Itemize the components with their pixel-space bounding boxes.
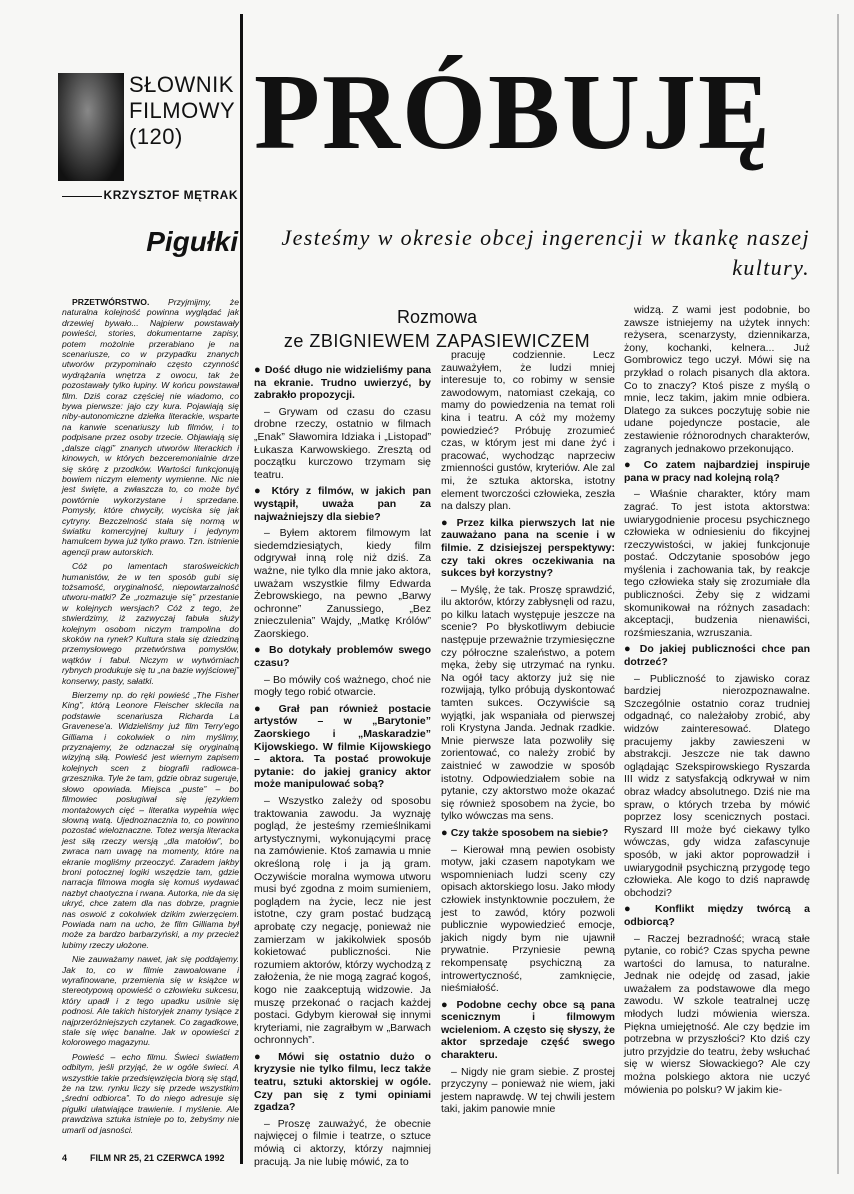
question: ● Grał pan również postacie artystów – w „Barytonie” Zaorskiego i „Maskaradzie” Kijowskiego. W filmie Kijowskiego – aktora. Ta postać prowokuje pytanie: do jakiej granicy aktor może manipulować sobą? [254, 703, 431, 791]
lead-word: PRZETWÓRSTWO. [72, 297, 150, 307]
answer: – Myślę, że tak. Proszę sprawdzić, ilu aktorów, którzy zabłysnęli od razu, po kilku latach występuje jeszcze na scenie? Po błyskotliwym debiucie następuje przeważnie trzymiesięczne czy półroczne szaleństwo, a potem męka, żeby się utrzymać na rynku. Na ogół tacy aktorzy już się nie rozwijają, tylko próbują dyskontować tamten sukces. Oczywiście są wyjątki, jak wspaniała od pierwszej roli Krystyna Janda. Jednak rzadkie. Mnie pierwsze lata pozwoliły się zorientować, co należy zrobić by zaistnieć w zawodzie w sposób istotny. Odpowiedziałem sobie na pytanie, czy aktorstwo może okazać się również sposobem na życie, bo tylko wówczas ma sens. [441, 583, 615, 823]
series-number: (120) [129, 124, 183, 149]
column-divider-line [240, 14, 243, 1164]
answer: pracuję codziennie. Lecz zauważyłem, że ludzi mniej interesuje to, co robimy w sensie zawodowym, natomiast czekają, co mamy do powiedzenia na temat roli kina i teatru. A cóż my możemy powiedzieć? Próbuję zrozumieć czas, w którym jest mi dane żyć i pracować, wychodząc naprzeciw zmienności gustów, kryteriów. Ale zal mi, że sztuka aktorska, istotny element tworczości człowieka, zeszła na dalszy plan. [441, 349, 615, 513]
issue-info: FILM NR 25, 21 CZERWCA 1992 [90, 1153, 225, 1163]
interview-heading [262, 305, 612, 353]
answer: – Proszę zauważyć, że obecnie najwięcej o filmie i teatrze, o sztuce mówią ci aktorzy, którzy najmniej pracują. Ja nie lubię mówić, za to [254, 1117, 431, 1168]
answer: – Grywam od czasu do czasu drobne rzeczy, ostatnio w filmach „Enak” Sławomira Idziaka i „Listopad” Łukasza Karwowskiego. Zresztą od początku kurczowo trzymam się teatru. [254, 405, 431, 481]
page-edge-line [837, 14, 839, 1174]
question: ● Co zatem najbardziej inspiruje pana w pracy nad kolejną rolą? [624, 459, 810, 484]
paragraph: Nie zauważamy nawet, jak się poddajemy. Jak to, co w filmie zawoalowane i wyrafinowane, przemienia się w książce w stereotypową opowieść o człowieku sukcesu, który upadł i z tego upadku usilnie się podnosi. Ale takich historyjek znamy tysiące z najprzeróżniejszych czytanek. Co zagadkowe, stale się więc banalne. Jak w opowieści z kolorowego magazynu. [62, 954, 239, 1048]
page-subtitle: Jesteśmy w okresie obcej ingerencji w tkankę naszej kultury. [281, 225, 810, 280]
answer: – Publiczność to zjawisko coraz bardziej nierozpoznawalne. Szczególnie ostatnio coraz trudniej odgadnąć, co należałoby zrobić, aby widzów zainteresować. Dlatego pracujemy jakby zawieszeni w abstrakcji. Jeszcze nie tak dawno oglądając Szekspirowskiego Ryszarda III widz z satysfakcją odkrywał w nim obraz władcy absolutnego. Dziś nie ma spraw, o których trzeba by mówić poprzez losy scenicznych postaci. Ryszard III może być ciekawy tylko wówczas, gdy widza zafascynuje sposób, w jaki aktor poprowadził i uwiarygodnił psychiczną przygodę tego człowieka. Ale kogo to dziś naprawdę obchodzi? [624, 672, 810, 899]
question: ● Konflikt między twórcą a odbiorcą? [624, 903, 810, 928]
page-footer [62, 1153, 362, 1163]
answer: – Byłem aktorem filmowym lat siedemdziesiątych, kiedy film odgrywał inną rolę niż dziś. Za ważne, nie tylko dla mnie jako aktora, uważam wszystkie filmy Edwarda Żebrowskiego, na pewno „Barwy ochronne” Zanussiego, „Bez znieczulenia” Wajdy, „Matkę Królów” Zaorskiego. [254, 527, 431, 640]
question: ● Bo dotykały problemów swego czasu? [254, 644, 431, 669]
column-text-4 [624, 304, 810, 1149]
answer: – Właśnie charakter, który mam zagrać. To jest istota aktorstwa: uwiarygodnienie procesu psychicznego człowieka w odniesieniu do fikcyjnej rzeczywistości, w jakiej funkcjonuje postać. Odczytanie sposobów jego myślenia i zachowania tak, by reakcje tego człowieka stały się zrozumiałe dla publiczności. Żeby się z widzami skomunikował na różnych zasadach: akceptacji, budzenia nienawiści, rozśmieszania, wzruszania. [624, 488, 810, 639]
column-text-2 [254, 364, 432, 1168]
column-article-title: Pigułki [146, 226, 238, 257]
page-number: 4 [62, 1153, 68, 1163]
answer: – Raczej bezradność; wracą stałe pytanie, co robić? Czas spycha pewne wartości do lamusa, to naturalne. Jednak nie odejdę od zasad, jakie uważałem za podstawowe dla mego zawodu. W szkole teatralnej uczę młodych ludzi mówienia wiersza. Piękna umiejętność. Ale czy będzie im potrzebna w przyszłości? Kto dziś czy jutro przyjdzie do teatru, żeby wsłuchać się w wiersz Słowackiego? Ale czy można polskiego aktora nie uczyć mówienia po polsku? W jakim kie- [624, 932, 810, 1096]
question: ● Podobne cechy obce są pana scenicznym i filmowym wcieleniom. A często się słyszy, że aktor sprzedaje część swego charakteru. [441, 999, 615, 1062]
paragraph: Przyjmijmy, że naturalna kolejność powinna wyglądać jak drzewiej bywało... Najpierw powstawały powieści, stories, dokumentarne zapisy, potem możolnie przerabiano je na scenariusze, co w przypadku znanych utworów przypominało często czynność wydrążania wnętrza z owocu, tak że pozostawały tylko łupiny. W końcu powstawał film. Dziś coraz częściej nie wiadomo, co bywa pierwsze: jajo czy kura. Pojawiają się niby-autonomiczne dziełka literackie, wsparte na kanwie scenariuszy lub filmów, i to podpisane przez osoby trzecie. Objawiają się „dalsze ciągi” znanych utworów literackich i kinowych, w których bezceremonialnie drze się skórę z przodków. Wartości funkcjonują bowiem niczym elementy wymienne. Nic nie jest święte, a zwłaszcza to, co może być powtórnie wykorzystane i sprzedane. Pomysły, które chwyciły, wyciska się jak cytryny. Bezczelność stała się normą w światku komercyjnej kultury i jedynym hamulcem bywa już tylko prawo. Tzn. istnienie agencji praw autorskich. [62, 297, 240, 557]
interview-line-1: Rozmowa [396, 307, 478, 327]
question: ● Dość długo nie widzieliśmy pana na ekranie. Trudno uwierzyć, by zabrakło propozycji. [254, 364, 431, 402]
question: ● Czy także sposobem na siebie? [441, 827, 615, 840]
column-text-1 [62, 297, 239, 1147]
question: ● Który z filmów, w jakich pan wystąpił, uważa pan za najważniejszy dla siebie? [254, 485, 431, 523]
question: ● Do jakiej publiczności chce pan dotrzeć? [624, 643, 810, 668]
author-photo [58, 73, 124, 181]
paragraph: Cóż po lamentach starośweickich humanistów, że w ten sposób gubi się tożsamość, oryginalność, niepowtarzalność utworu-matki? Że „rozmazuje się” przestanie w kolejnych wersjach? Cóż z tego, że stwierdzimy, iż zazwyczaj fabuła służy kolejnym osobom niczym trampolina do skoków na rynek? Kultura stała się dziedziną przemysłowego przetwórstwa pomysłów, wątków i fabuł. Niczym w wytwórniach rybnych produkuje się tu „na bazie wyjściowej” konserwy, pasty, sałatki. [62, 561, 239, 686]
paragraph: Powieść – echo filmu. Świeci światłem odbitym, jeśli przyjąć, że w ogóle świeci. A wszystkie takie przedsięwzięcia biorą się stąd, że na tzw. rynku liczy się przede wszystkim „średni odbiorca”. To do niego adresuje się pigułki ułatwiające trawienie. I myślenie. Ale prawdziwa sztuka istnieje po to, żebyśmy nie umarli od jasności. [62, 1051, 239, 1135]
question: ● Mówi się ostatnio dużo o kryzysie nie tylko filmu, lecz także teatru, sztuki aktorskiej w ogóle. Czy pan się z tymi opiniami zgadza? [254, 1051, 431, 1114]
answer: – Kierował mną pewien osobisty motyw, jaki czasem napotykam we wspomnieniach ludzi sceny czy opisach aktorskiego losu. Jako młody człowiek instynktownie poczułem, że jest to zawód, który pozwoli publicznie wypowiedzieć emocje, jakich nigdy bym nie ujawnił prywatnie. Przyniesie pewną rekompensatę psychiczną za introwertyczność, zamknięcie, nieśmiałość. [441, 843, 615, 995]
column-text-3 [441, 349, 615, 1149]
answer: – Bo mówiły coś ważnego, choć nie mogły tego robić otwarcie. [254, 673, 431, 699]
interview-line-2: ze ZBIGNIEWEM ZAPASIEWICZEM [283, 331, 591, 351]
question: ● Przez kilka pierwszych lat nie zauważano pana na scenie i w filmie. Z dzisiejszej perspektywy: czy taki okres oczekiwania na sukces był korzystny? [441, 517, 615, 580]
page-title: PRÓBUJĘ [254, 53, 773, 172]
answer: – Nigdy nie gram siebie. Z prostej przyczyny – ponieważ nie wiem, jaki jestem naprawdę. W tej chwili jestem taki, jakim panowie mnie [441, 1065, 615, 1116]
answer: – Wszystko zależy od sposobu traktowania zawodu. Ja wyznaję pogląd, że jesteśmy rzemieślnikami artystycznymi, wykonującymi pracę na zamówienie. Ktoś zamawia u mnie określoną rolę i ja ją gram. Oczywiście moralna wymowa utworu musi być zgodna z moim sumieniem, poglądem na życie, lecz nie jest istotne, czy gram postać budzącą aprobatę czy negację, ponieważ nie zamierzam w jakikolwiek sposób kokietować publiczności. Nie rozumiem aktorów, którzy wychodzą z założenia, że nie mogą zagrać kogoś, kogo nie zaakceptują widzowie. Ja muszę przekonać o racjach każdej postaci. Gdybym kierował się innymi kryteriami, nie zagrałbym w „Barwach ochronnych”. [254, 795, 431, 1047]
paragraph: Bierzemy np. do ręki powieść „The Fisher King”, którą Leonore Fleischer sklecila na podstawie scenariusza Richarda La Gravenese'a. Widzieliśmy już film Terry'ego Gilliama i cokolwiek o nim myślimy, przyznajemy, że odznaczał się oryginalną wizyjną siłą. Powieść jest wiernym zapisem kolejnych scen z biografii radiowca-grzesznika. Tyle że tam, gdzie obraz sugeruje, słowo opowiada. Miejsca „puste” – bo filmowiec posługiwał się językiem montażowych cięć – literatka wypełnia więc słowną watą. Ujednoznacznia to, co powinno pozostać wieloznaczne. Totez wersja literacka jest siłą rzeczy wersją „dla matołów”, bo zwraca nam uwagę na momenty, które na ekranie mogliśmy przeoczyć. Zaradem jakby broni potocznej logiki wszędzie tam, gdzie narracja filmowa mogła się komuś wydawać nazbyt chaotyczna i rwana. Autorka, nie da się ukryć, chce zatem dla nas dobrze, pragnie nas oswoić z cokolwiek dzikim zwierzęciem. Powiada nam na ucho, że film Gilliama był może za bardzo barbarzyński, a my przecież lubimy rzeczy ułożone. [62, 690, 239, 950]
column-series-title [129, 72, 237, 150]
column-author: KRZYSZTOF MĘTRAK [103, 188, 238, 202]
answer: widzą. Z wami jest podobnie, bo zawsze istniejemy na użytek innych: reżysera, scenarzysty, dziennikarza, żony, kochanki, kelnera... Już Gombrowicz tego uczył. Mówi się na przykład o rolach pisanych dla aktora. Co to znaczy? Ktoś pisze z myślą o mnie, lecz takim, jakim mnie odbiera. Dlatego za sukces poczytuję sobie nie udane pojedyncze postacie, ale zestawienie różnorodnych charakterów, zagranych jednakowo przekonująco. [624, 304, 810, 455]
series-name: SŁOWNIK FILMOWY [129, 72, 236, 123]
